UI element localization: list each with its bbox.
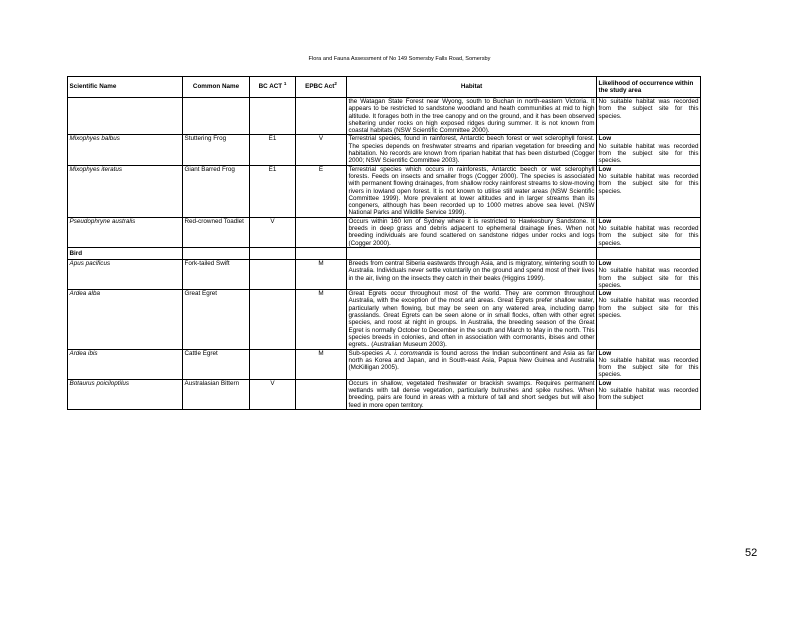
- likelihood-cell: Low No suitable habitat was recorded from the subject site for this species.: [598, 349, 699, 379]
- habitat-cell: Occurs in shallow, vegetated freshwater or brackish swamps. Requires permanent wetlands with tall dense vegetation, particularly bulrushes and spike rushes. When breeding, pairs are found in areas with a mixture of tall and short sedges but will also feed in more open territory.: [348, 379, 595, 409]
- table-row: [68, 165, 701, 217]
- bc-act-cell: E1: [250, 165, 296, 217]
- epbc-act-cell: [296, 379, 347, 409]
- scientific-name-cell: Ardea ibis: [68, 349, 183, 379]
- col-habitat: Habitat: [347, 77, 597, 98]
- scientific-name-cell: Apus pacificus: [68, 259, 183, 289]
- likelihood-cell: Low No suitable habitat was recorded from the subject site for this species.: [597, 290, 701, 349]
- col-common-name: Common Name: [183, 77, 250, 98]
- scientific-name-cell: Pseudophryne australis: [68, 217, 183, 247]
- habitat-cell: Terrestrial species, found in rainforest, Antarctic beech forest or wet sclerophyll forest. The species depends on freshwater streams and riparian vegetation for breeding and habitation. No records are known from riparian habitat that has been disturbed (Cogger 2000; NSW Scientific Committee 2003).: [348, 135, 595, 165]
- habitat-cell: Sub-species A. i. coromanda is found across the Indian subcontinent and Asia as far north as Korea and Japan, and in South-east Asia, Papua New Guinea and Australia (McKilligan 2005).: [347, 349, 597, 379]
- bc-act-cell: E1: [250, 135, 296, 165]
- page-number: 52: [745, 547, 758, 559]
- epbc-act-cell: E: [296, 165, 347, 217]
- epbc-act-cell: M: [296, 259, 347, 289]
- bc-act-cell: V: [250, 217, 296, 247]
- table-row: [68, 259, 701, 289]
- table-header-row: [68, 77, 701, 98]
- common-name-cell: Stuttering Frog: [183, 135, 250, 165]
- common-name-cell: Australasian Bittern: [183, 379, 250, 409]
- habitat-cell: Terrestrial species which occurs in rainforests, Antarctic beech or wet sclerophyll forests. Feeds on insects and smaller frogs (Cogger 2000). The species is associated with permanent flowing drainages, from shallow rocky rainforest streams to slow-moving rivers in lowland open forest. It is not known to utilise still water areas (NSW Scientific Committee 1999). More prevalent at lower altitudes and in larger streams than its congeners, although has been recorded up to 1000 metres above sea level. (NSW National Parks and Wildlife Service 1999).: [348, 165, 595, 217]
- common-name-cell: Giant Barred Frog: [183, 165, 250, 217]
- common-name-cell: Cattle Egret: [183, 349, 250, 379]
- document-header: Flora and Fauna Assessment of No 149 Somersby Falls Road, Somersby: [308, 56, 491, 62]
- habitat-cell: Breeds from central Siberia eastwards through Asia, and is migratory, wintering south to Australia. Individuals never settle voluntarily on the ground and spend most of their lives in the air, living on the insects they catch in their beaks (Higgins 1999).: [347, 259, 597, 289]
- col-epbc-act: EPBC Act$^2$: [296, 77, 347, 98]
- epbc-act-cell: [296, 217, 347, 247]
- scientific-name-cell: Mixophyes iteratus: [68, 165, 183, 217]
- scientific-name-cell: Ardea alba: [68, 290, 183, 349]
- bc-act-cell: [250, 290, 296, 349]
- likelihood-cell: Low No suitable habitat was recorded from the subject site for this species.: [598, 135, 699, 165]
- likelihood-cell: Low No suitable habitat was recorded from the subject site for this species.: [598, 217, 699, 247]
- group-label: Bird: [68, 247, 183, 259]
- epbc-act-cell: V: [296, 135, 347, 165]
- scientific-name-cell: Mixophyes balbus: [68, 135, 183, 165]
- common-name-cell: Fork-tailed Swift: [183, 259, 250, 289]
- likelihood-cell: No suitable habitat was recorded from the subject site for this species.: [597, 98, 701, 135]
- scientific-name-cell: [68, 98, 183, 135]
- col-likelihood: Likelihood of occurrence within the study area: [597, 77, 701, 98]
- bc-act-cell: [250, 259, 296, 289]
- table-row: [68, 217, 701, 247]
- table-row: [68, 290, 701, 349]
- habitat-cell: Great Egrets occur throughout most of the world. They are common throughout Australia, with the exception of the most arid areas. Great Egrets prefer shallow water, particularly when flowing, but may be seen on any watered area, including damp grasslands. Great Egrets can be seen alone or in small flocks, often with other egret species, and roost at night in groups. In Australia, the breeding season of the Great Egret is normally October to December in the south and March to May in the north. This species breeds in colonies, and often in association with cormorants, ibises and other egrets.. (Australian Museum 2003).: [348, 290, 595, 349]
- habitat-cell: Occurs within 160 km of Sydney where it is restricted to Hawkesbury Sandstone. It breeds in deep grass and debris adjacent to ephemeral drainage lines. When not breeding individuals are found scattered on sandstone ridges under rocks and logs (Cogger 2000).: [348, 217, 595, 247]
- common-name-cell: [183, 98, 250, 135]
- likelihood-cell: Low No suitable habitat was recorded from the subject site for this species.: [598, 259, 699, 289]
- table-row: [68, 135, 701, 165]
- species-table: [67, 76, 701, 410]
- likelihood-cell: Low No suitable habitat was recorded from the subject site for this species.: [597, 165, 701, 217]
- scientific-name-cell: Botaurus poiciloptilus: [68, 379, 183, 409]
- col-scientific-name: Scientific Name: [68, 77, 183, 98]
- epbc-act-cell: [296, 98, 347, 135]
- epbc-act-cell: M: [296, 349, 347, 379]
- table-row: [68, 379, 701, 409]
- bc-act-cell: [250, 349, 296, 379]
- bc-act-cell: V: [250, 379, 296, 409]
- col-bc-act: BC ACT $^1$: [250, 77, 296, 98]
- table-row: [68, 349, 701, 379]
- habitat-cell: the Watagan State Forest near Wyong, south to Buchan in north-eastern Victoria. It appears to be restricted to sandstone woodland and heath communities at mid to high altitude. It forages both in the tree canopy and on the ground, and it has been observed sheltering under rocks on high exposed ridges during summer. It is not known from coastal habitats (NSW Scientific Committee 2000).: [348, 98, 595, 135]
- table-row: [68, 98, 701, 135]
- bc-act-cell: [250, 98, 296, 135]
- likelihood-cell: Low No suitable habitat was recorded from the subject: [597, 379, 701, 409]
- common-name-cell: Red-crowned Toadlet: [183, 217, 250, 247]
- epbc-act-cell: M: [296, 290, 347, 349]
- group-row-bird: [68, 247, 701, 259]
- common-name-cell: Great Egret: [183, 290, 250, 349]
